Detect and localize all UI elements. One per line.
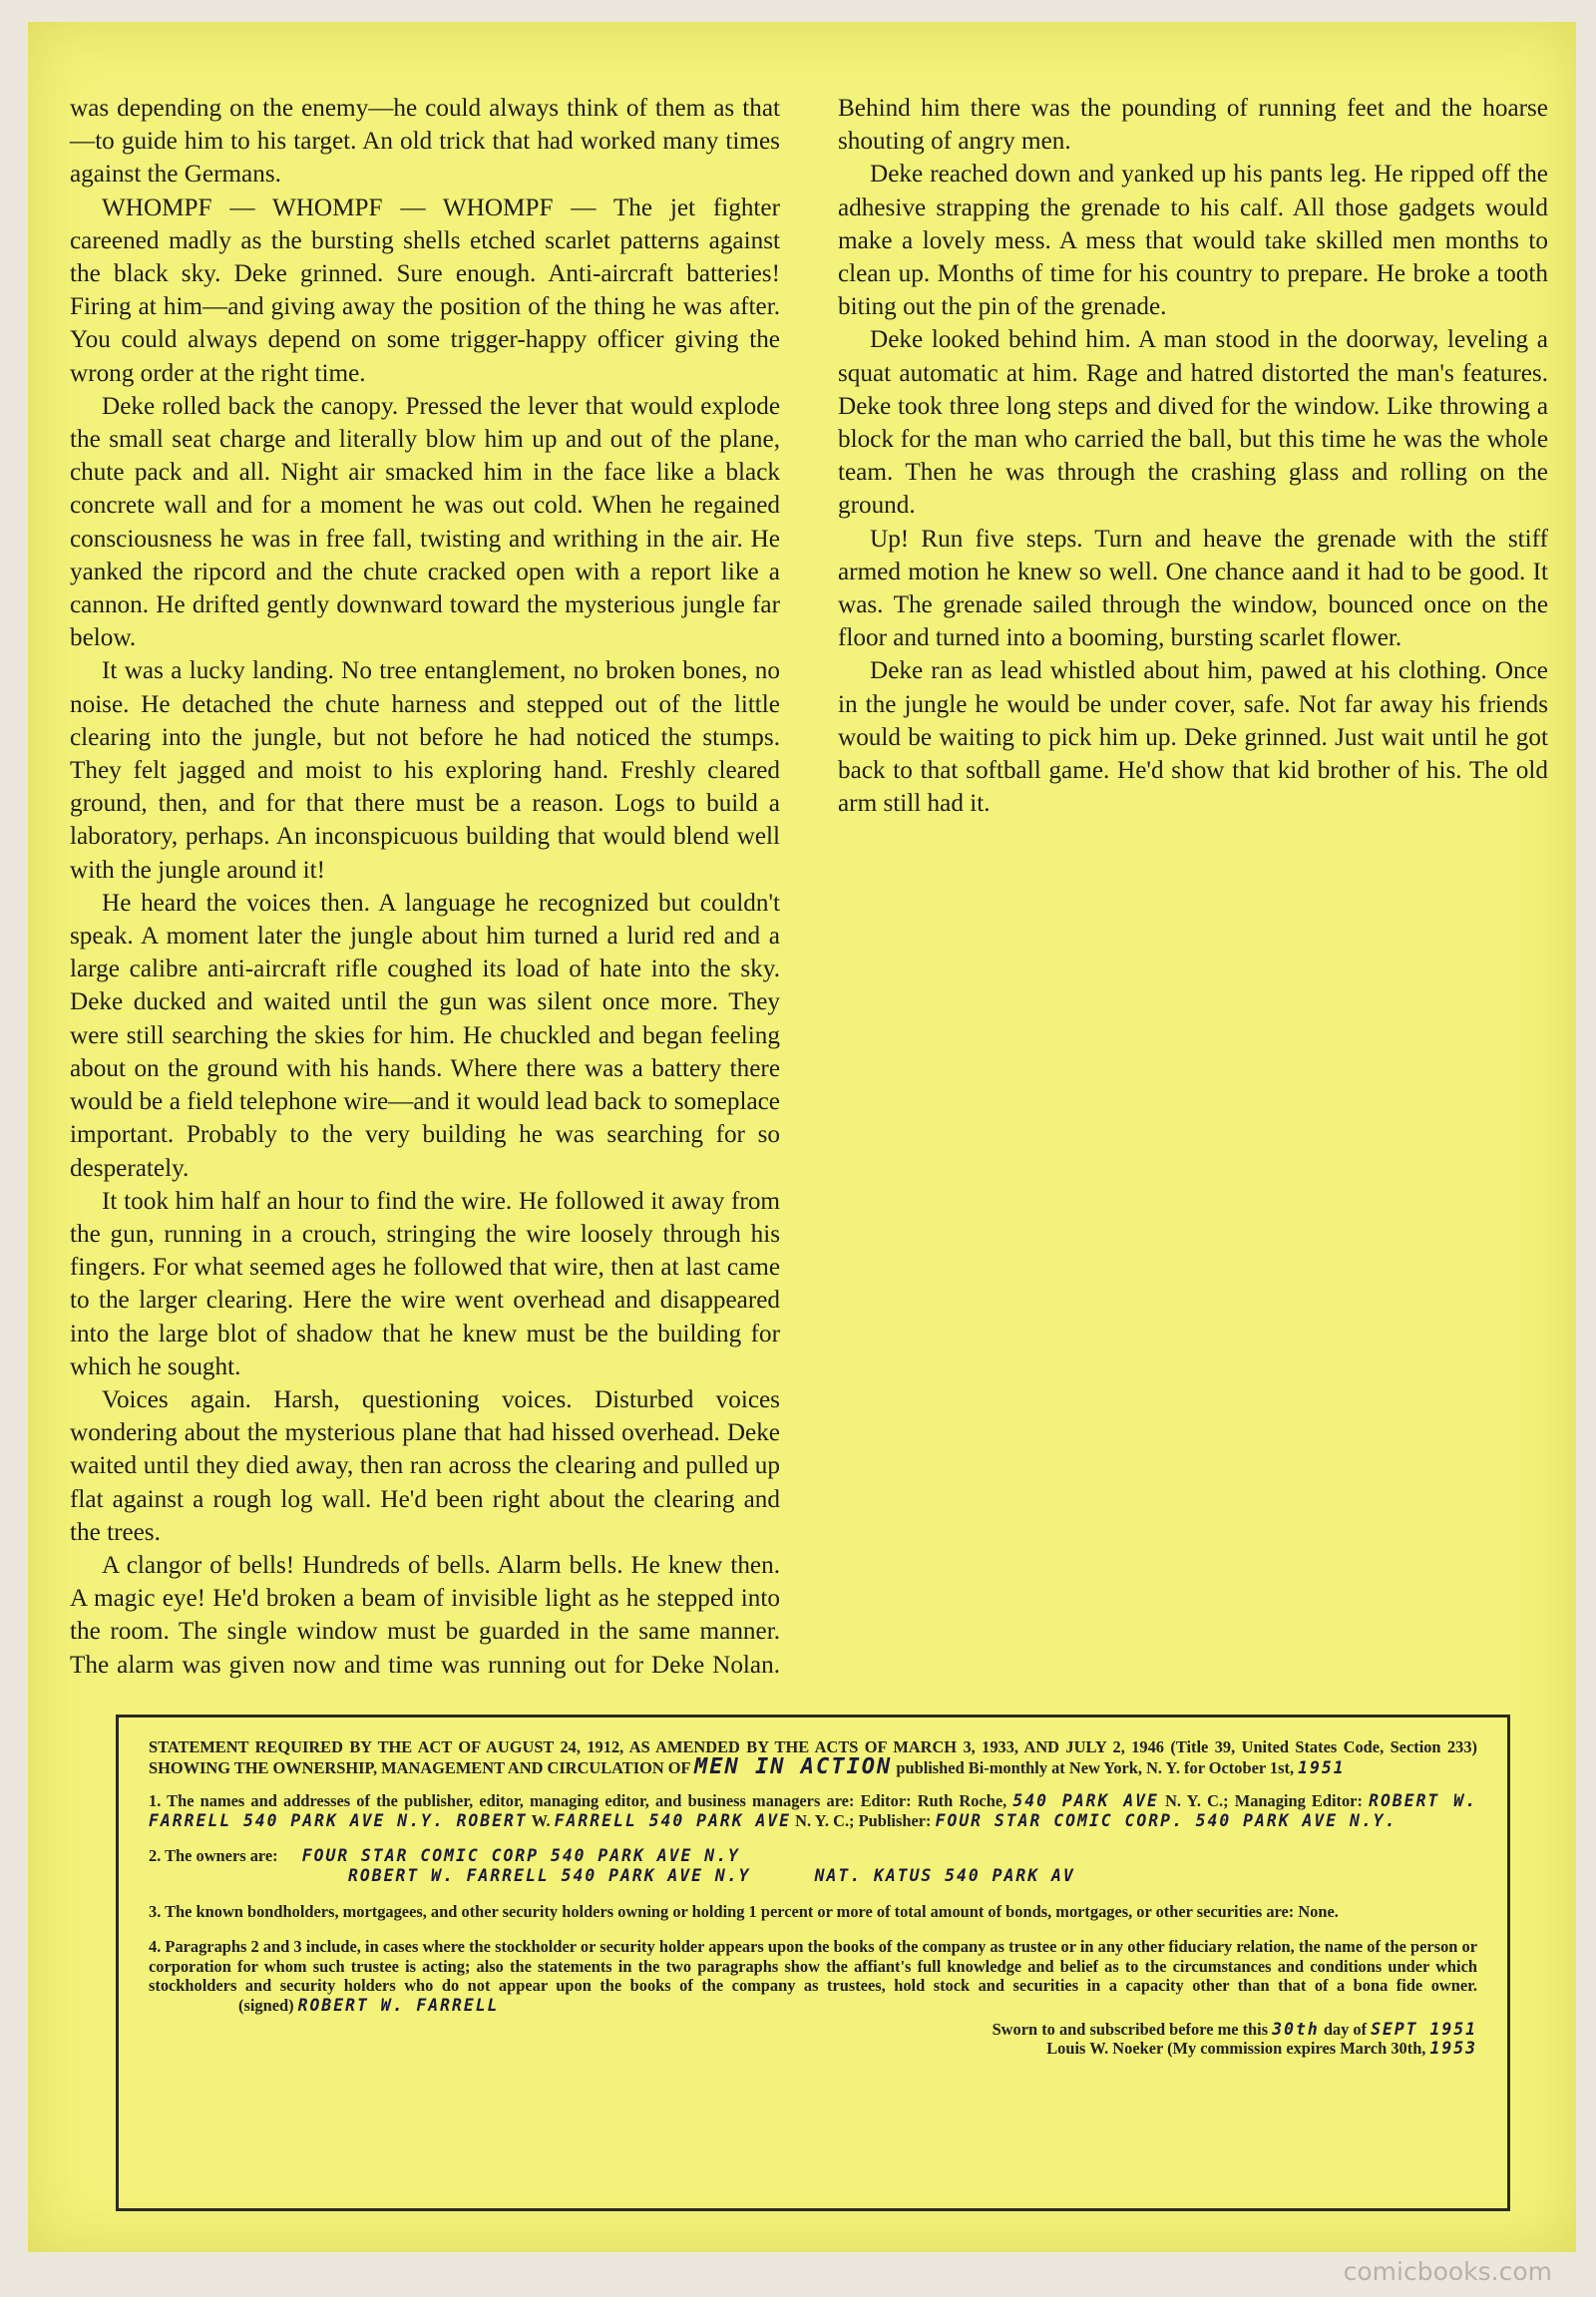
- story-paragraph: was depending on the enemy—he could always think of them as that—to guide him to his target. An old trick that had worked many times against the Germans.: [70, 95, 780, 189]
- story-paragraph: Deke looked behind him. A man stood in the doorway, leveling a squat automatic at him. Rage and hatred distorted the man's features. Deke took three long steps and dived for the window. Like throwing a block for the man who carried the ball, but this time he was the whole team. Then he was through the crashing glass and rolling on the ground.: [838, 326, 1548, 520]
- notary-line: [149, 2039, 1477, 2059]
- statement-item-4: [149, 1937, 1477, 2015]
- signed-label: (signed): [238, 1995, 294, 2015]
- statement-header-mid: published Bi-monthly at New York, N. Y. for October 1st,: [896, 1757, 1295, 1777]
- story-paragraph: Up! Run five steps. Turn and heave the grenade with the stiff armed motion he knew so well. One chance aand it had to be good. It was. The grenade sailed through the window, bounced once on the floor and turned into a booming, bursting scarlet flower.: [838, 525, 1548, 652]
- story-page: [28, 22, 1576, 2252]
- handwritten-managing-editor: ROBERT W. FARRELL 540 PARK AVE N.Y. ROBERT: [149, 1791, 1477, 1830]
- statement-header-text: STATEMENT REQUIRED BY THE ACT OF AUGUST 24, 1912, AS AMENDED BY THE ACTS OF MARCH 3, 1933, AND JULY 2, 1946 (Title 39, United States Code, Section 233) SHOWING THE OWNERSHIP, MANAGEMENT AND CIRCULATION OF: [149, 1737, 1477, 1777]
- item1-w: W.: [531, 1810, 551, 1830]
- handwritten-owner-1: FOUR STAR COMIC CORP 540 PARK AVE N.Y: [301, 1846, 740, 1866]
- sworn-text: Sworn to and subscribed before me this: [992, 2019, 1269, 2039]
- sworn-mid: day of: [1323, 2019, 1368, 2039]
- watermark: comicbooks.com: [1343, 2257, 1552, 2286]
- handwritten-owner-3: NAT. KATUS 540 PARK AV: [814, 1865, 1075, 1885]
- story-paragraph: A clangor of bells! Hundreds of bells. Alarm bells. He knew then. A magic eye! He'd broken a beam of invisible light as he stepped into the room. The single window must be guarded in the same manner. The alarm was given now and time was running out for Deke Nolan. Behind him there was the pounding of running feet and the hoarse shouting of angry men.: [70, 95, 1548, 1679]
- handwritten-year: 1951: [1298, 1757, 1346, 1777]
- item1-text: 1. The names and addresses of the publisher, editor, managing editor, and business managers are: Editor: Ruth Roche,: [149, 1791, 1007, 1811]
- statement-item-1: [149, 1791, 1477, 1830]
- story-paragraph: It took him half an hour to find the wire. He followed it away from the gun, running in a crouch, stringing the wire loosely through his fingers. For what seemed ages he followed that wire, then at last came to the larger clearing. Here the wire went overhead and disappeared into the large blot of shadow that he knew must be the building for which he sought.: [70, 1187, 780, 1380]
- handwritten-publisher: FOUR STAR COMIC CORP. 540 PARK AVE N.Y.: [935, 1810, 1397, 1830]
- story-paragraph: He heard the voices then. A language he recognized but couldn't speak. A moment later the jungle about him turned a lurid red and a large calibre anti-aircraft rifle coughed its load of hate into the sky. Deke ducked and waited until the gun was silent once more. They were still searching the skies for him. He chuckled and began feeling about on the ground with his hands. Where there was a battery there would be a field telephone wire—and it would lead back to someplace important. Probably to the very building he was searching for so desperately.: [70, 889, 780, 1182]
- item2-label: 2. The owners are:: [149, 1846, 278, 1866]
- story-paragraph: WHOMPF — WHOMPF — WHOMPF — The jet fighter careened madly as the bursting shells etched scarlet patterns against the black sky. Deke grinned. Sure enough. Anti-aircraft batteries! Firing at him—and giving away the position of the thing he was after. You could always depend on some trigger-happy officer giving the wrong order at the right time.: [70, 193, 780, 387]
- notary-text: Louis W. Noeker (My commission expires March 30th,: [1046, 2039, 1426, 2059]
- story-paragraph: Deke rolled back the canopy. Pressed the lever that would explode the small seat charge and literally blow him up and out of the plane, chute pack and all. Night air smacked him in the face like a black concrete wall and for a moment he was out cold. When he regained consciousness he was in free fall, twisting and writhing in the air. He yanked the ripcord and the chute cracked open with a report like a cannon. He drifted gently downward toward the mysterious jungle far below.: [70, 392, 780, 652]
- handwritten-publication-name: MEN IN ACTION: [694, 1753, 893, 1779]
- handwritten-sworn-date: SEPT 1951: [1371, 2019, 1477, 2039]
- sworn-line: [149, 2020, 1477, 2040]
- item1-publisher-label: N. Y. C.; Publisher:: [795, 1810, 932, 1830]
- story-text: [70, 92, 1548, 1698]
- story-paragraph: Deke reached down and yanked up his pants leg. He ripped off the adhesive strapping the grenade to his calf. All those gadgets would make a lovely mess. A mess that would take skilled men months to clean up. Months of time for his country to prepare. He broke a tooth biting out the pin of the grenade.: [838, 161, 1548, 321]
- handwritten-day: 30th: [1272, 2019, 1320, 2039]
- ownership-statement: [116, 1715, 1510, 2211]
- handwritten-business-manager: FARRELL 540 PARK AVE: [554, 1810, 792, 1830]
- story-paragraph: Deke ran as lead whistled about him, pawed at his clothing. Once in the jungle he would be under cover, safe. Not far away his friends would be waiting to pick him up. Deke grinned. Just wait until he got back to that softball game. He'd show that kid brother of his. The old arm still had it.: [838, 657, 1548, 818]
- story-paragraph: It was a lucky landing. No tree entanglement, no broken bones, no noise. He detached the chute harness and stepped out of the little clearing into the jungle, but not before he had noticed the stumps. They felt jagged and moist to his exploring hand. Freshly cleared ground, then, and for that there must be a reason. Logs to build a laboratory, perhaps. An inconspicuous building that would blend well with the jungle around it!: [70, 657, 780, 884]
- statement-header: [149, 1737, 1477, 1777]
- story-paragraph: Voices again. Harsh, questioning voices. Disturbed voices wondering about the mysterious plane that had hissed overhead. Deke waited until they died away, then ran across the clearing and pulled up flat against a rough log wall. He'd been right about the clearing and the trees.: [70, 1385, 780, 1546]
- statement-item-2: [149, 1846, 1477, 1885]
- handwritten-editor-address: 540 PARK AVE: [1012, 1791, 1159, 1811]
- handwritten-notary-year: 1953: [1429, 2039, 1477, 2059]
- handwritten-signature: ROBERT W. FARRELL: [297, 1995, 500, 2015]
- item1-managing-label: N. Y. C.; Managing Editor:: [1165, 1791, 1363, 1811]
- handwritten-owner-2: ROBERT W. FARRELL 540 PARK AVE N.Y: [348, 1865, 751, 1885]
- statement-item-3: 3. The known bondholders, mortgagees, and other security holders owning or holding 1 percent or more of total amount of bonds, mortgages, or other securities are: None.: [149, 1901, 1339, 1921]
- item4-text: 4. Paragraphs 2 and 3 include, in cases where the stockholder or security holder appears upon the books of the company as trustee or in any other fiduciary relation, the name of the person or corporation for whom such trustee is acting; also the statements in the two paragraphs show the affiant's full knowledge and belief as to the circumstances and conditions under which stockholders and security holders who do not appear upon the books of the company as trustees, hold stock and securities in a capacity other than that of a bona fide owner.: [149, 1937, 1477, 1996]
